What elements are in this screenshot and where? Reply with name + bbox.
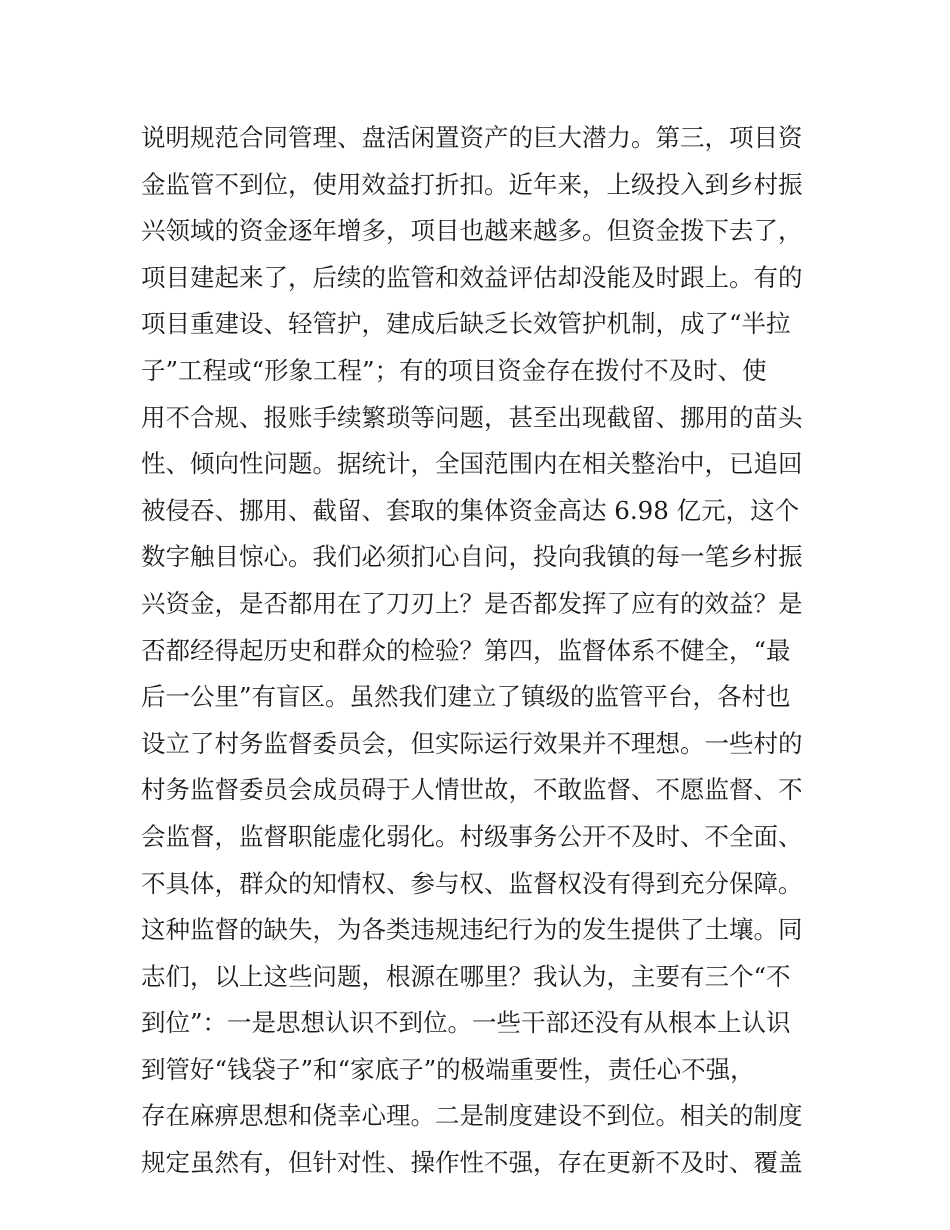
- text-line: 志们，以上这些问题，根源在哪里？我认为，主要有三个“不: [141, 961, 791, 991]
- text-line: 存在麻痹思想和侥幸心理。二是制度建设不到位。相关的制度: [141, 1101, 803, 1131]
- text-line: 项目重建设、轻管护，建成后缺乏长效管护机制，成了“半拉: [141, 309, 791, 339]
- text-line: 兴资金，是否都用在了刀刃上？是否都发挥了应有的效益？是: [141, 588, 803, 618]
- text-line: 说明规范合同管理、盘活闲置资产的巨大潜力。第三，项目资: [141, 123, 803, 152]
- text-line: 项目建起来了，后续的监管和效益评估却没能及时跟上。有的: [141, 262, 803, 292]
- text-line: 否都经得起历史和群众的检验？第四，监督体系不健全，“最: [141, 635, 791, 665]
- text-line: 子”工程或“形象工程”；有的项目资金存在拨付不及时、使: [141, 355, 767, 385]
- text-line: 用不合规、报账手续繁琐等问题，甚至出现截留、挪用的苗头: [141, 402, 803, 432]
- text-line: 设立了村务监督委员会，但实际运行效果并不理想。一些村的: [141, 728, 803, 758]
- text-line: 这种监督的缺失，为各类违规违纪行为的发生提供了土壤。同: [141, 915, 803, 945]
- body-text: [141, 115, 821, 1187]
- text-line: 村务监督委员会成员碍于人情世故，不敢监督、不愿监督、不: [141, 775, 803, 805]
- text-line: 不具体，群众的知情权、参与权、监督权没有得到充分保障。: [141, 868, 803, 898]
- text-line: 金监管不到位，使用效益打折扣。近年来，上级投入到乡村振: [141, 169, 803, 199]
- text-line: 会监督，监督职能虚化弱化。村级事务公开不及时、不全面、: [141, 821, 803, 851]
- text-line: 被侵吞、挪用、截留、套取的集体资金高达 6.98 亿元，这个: [141, 495, 800, 525]
- text-line: 后一公里”有盲区。虽然我们建立了镇级的监管平台，各村也: [141, 682, 791, 712]
- text-line: 到位”：一是思想认识不到位。一些干部还没有从根本上认识: [141, 1008, 791, 1038]
- text-line: 性、倾向性问题。据统计，全国范围内在相关整治中，已追回: [141, 449, 803, 479]
- text-line: 到管好“钱袋子”和“家底子”的极端重要性，责任心不强，: [141, 1054, 755, 1084]
- text-line: 兴领域的资金逐年增多，项目也越来越多。但资金拨下去了，: [141, 216, 803, 246]
- text-line: 数字触目惊心。我们必须扪心自问，投向我镇的每一笔乡村振: [141, 542, 803, 572]
- text-line: 规定虽然有，但针对性、操作性不强，存在更新不及时、覆盖: [141, 1148, 803, 1178]
